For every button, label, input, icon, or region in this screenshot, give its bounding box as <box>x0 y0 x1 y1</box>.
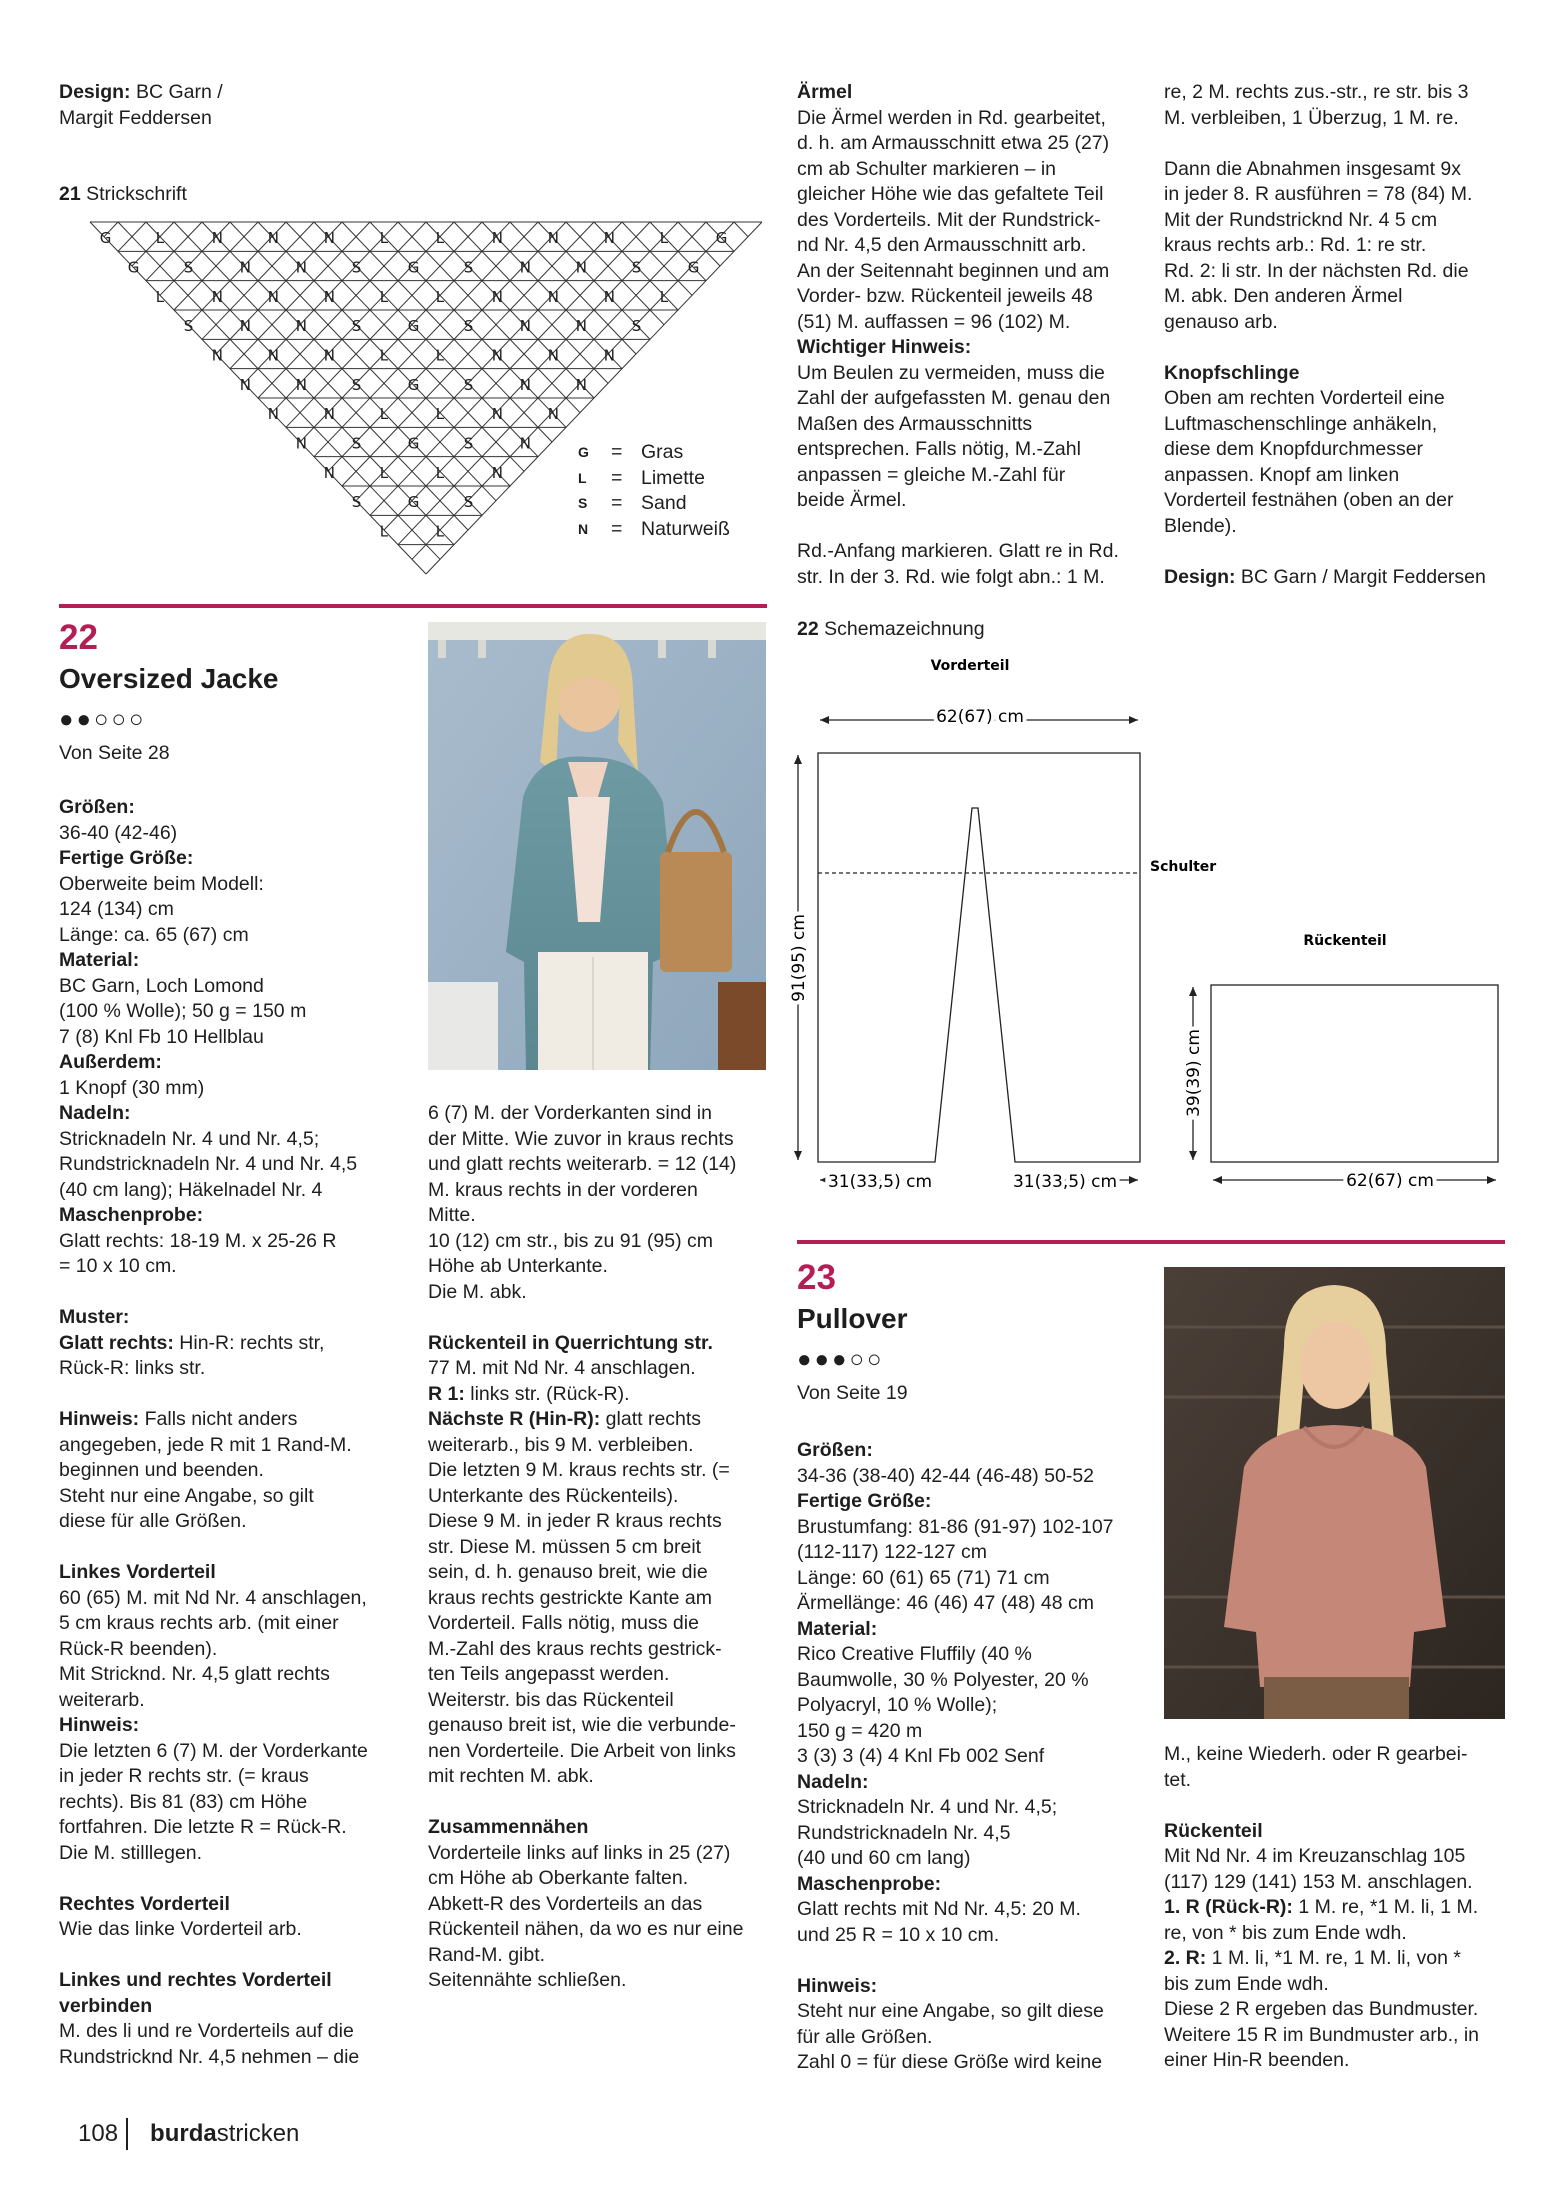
chart-cell-letter: N <box>267 229 280 248</box>
text-line: Falls nicht anders <box>139 1408 298 1430</box>
photo-pullover <box>1164 1267 1505 1719</box>
chart-cell-letter: L <box>379 405 389 424</box>
text-line: Weiterstr. bis das Rückenteil <box>428 1688 674 1711</box>
text-line: links str. (Rück-R). <box>464 1382 630 1405</box>
text-line: Die Ärmel werden in Rd. gearbeitet, <box>797 106 1106 129</box>
text-line: M.-Zahl des kraus rechts gestrick- <box>428 1637 722 1660</box>
heading: Material: <box>59 949 140 971</box>
chart-cell-letter: S <box>463 493 474 512</box>
text-line: Stricknadeln Nr. 4 und Nr. 4,5; <box>797 1796 1058 1818</box>
chart-cell-letter: N <box>547 287 560 306</box>
chart-cell-letter: S <box>351 434 362 453</box>
col3-top-text <box>797 80 1142 590</box>
heading: Fertige Größe: <box>59 847 194 869</box>
chart-cell-letter: S <box>183 317 194 336</box>
text-line: 124 (134) cm <box>59 898 174 920</box>
text-line: 1 Knopf (30 mm) <box>59 1076 205 1099</box>
heading: Rückenteil <box>1164 1819 1263 1842</box>
heading: Größen: <box>59 796 135 818</box>
text-line: bis zum Ende wdh. <box>1164 1972 1329 1995</box>
inline-heading: Glatt rechts: <box>59 1331 174 1354</box>
text-line: 34-36 (38-40) 42-44 (46-48) 50-52 <box>797 1464 1095 1487</box>
chart-cell-letter: S <box>463 317 474 336</box>
heading: Muster: <box>59 1306 130 1328</box>
text-line: Rück-R beenden). <box>59 1637 218 1660</box>
text-line: Rundstricknadeln Nr. 4 und Nr. 4,5 <box>59 1153 358 1175</box>
text-line: nd Nr. 4,5 den Armausschnitt arb. <box>797 234 1087 256</box>
text-line: ten Teils angepasst werden. <box>428 1663 670 1685</box>
chart-cell-letter: S <box>351 375 362 394</box>
chart-cell-letter: N <box>267 405 280 424</box>
photo-oversized-jacket <box>428 622 766 1070</box>
heading: Hinweis: <box>797 1974 878 1997</box>
chart-cell-letter: N <box>519 258 532 277</box>
from-page: Von Seite 19 <box>797 1382 908 1404</box>
text-line: M. kraus rechts in der vorderen <box>428 1178 698 1201</box>
schema-height: 91(95) cm <box>789 914 809 1002</box>
chart-cell-letter: S <box>351 493 362 512</box>
text-line: 10 (12) cm str., bis zu 91 (95) cm <box>428 1229 714 1252</box>
chart-cell-letter: G <box>715 229 728 248</box>
text-line: Oben am rechten Vorderteil eine <box>1164 387 1445 409</box>
chart-cell-letter: S <box>463 375 474 394</box>
text-line: kraus rechts arb.: Rd. 1: re str. <box>1164 234 1427 256</box>
section-23-rule <box>797 1240 1505 1244</box>
text-line: einer Hin-R beenden. <box>1164 2049 1350 2071</box>
text-line: Steht nur eine Angabe, so gilt <box>59 1484 314 1507</box>
text-line: beginnen und beenden. <box>59 1459 264 1481</box>
section-22-rule <box>59 604 767 608</box>
text-line: 150 g = 420 m <box>797 1719 923 1742</box>
text-line: Stricknadeln Nr. 4 und Nr. 4,5; <box>59 1127 320 1150</box>
brand-rest: stricken <box>216 2120 300 2147</box>
legend-key: G <box>578 444 589 460</box>
text-line: entsprechen. Falls nötig, M.-Zahl <box>797 438 1081 460</box>
section-title: Oversized Jacke <box>59 663 279 694</box>
chart-cell-letter: N <box>323 405 336 424</box>
chart-cell-letter: S <box>631 317 642 336</box>
chart-cell-letter: N <box>239 258 252 277</box>
text-line: Mitte. <box>428 1204 476 1226</box>
chart-cell-letter: N <box>323 463 336 482</box>
legend-eq: = <box>611 492 623 514</box>
heading: Linkes und rechtes Vorderteil <box>59 1969 332 1991</box>
section-title: Pullover <box>797 1303 908 1334</box>
inline-heading: Design: <box>1164 565 1236 588</box>
inline-heading: Hinweis: <box>59 1408 140 1430</box>
text-line: angegeben, jede R mit 1 Rand-M. <box>59 1433 352 1456</box>
section-number: 23 <box>797 1258 836 1297</box>
text-line: re, von * bis zum Ende wdh. <box>1164 1921 1407 1944</box>
text-line: diese für alle Größen. <box>59 1510 247 1532</box>
chart-cell-letter: L <box>379 463 389 482</box>
schema-bottom-left: 31(33,5) cm <box>827 1172 933 1192</box>
text-line: Mit Stricknd. Nr. 4,5 glatt rechts <box>59 1663 330 1685</box>
chart-cell-letter: L <box>435 405 445 424</box>
text-line: 5 cm kraus rechts arb. (mit einer <box>59 1612 339 1634</box>
chart-cell-letter: S <box>183 258 194 277</box>
text-line: anpassen = gleiche M.-Zahl für <box>797 463 1066 486</box>
text-line: anpassen. Knopf am linken <box>1164 463 1400 486</box>
text-line: Um Beulen zu vermeiden, muss die <box>797 361 1105 384</box>
text-line: = 10 x 10 cm. <box>59 1255 177 1277</box>
text-line: (112-117) 122-127 cm <box>797 1541 988 1563</box>
chart-cell-letter: N <box>547 346 560 365</box>
text-line: BC Garn / Margit Feddersen <box>1235 565 1486 588</box>
text-line: Mit der Rundstricknd Nr. 4 5 cm <box>1164 208 1438 231</box>
col2-text <box>428 1101 773 1994</box>
chart-cell-letter: L <box>155 229 165 248</box>
schema-bottom-right: 31(33,5) cm <box>1012 1172 1118 1192</box>
text-line: genauso breit ist, wie die verbunde- <box>428 1714 736 1736</box>
text-line: Zahl der aufgefassten M. genau den <box>797 387 1111 409</box>
text-line: (40 und 60 cm lang) <box>797 1847 971 1869</box>
chart-cell-letter: N <box>295 375 308 394</box>
inline-heading: R 1: <box>428 1382 465 1405</box>
chart-cell-letter: N <box>519 317 532 336</box>
text-line: Vorderteil festnähen (oben an der <box>1164 489 1454 511</box>
heading: Maschenprobe: <box>59 1204 204 1226</box>
page-number: 108 <box>78 2120 119 2147</box>
text-line: tet. <box>1164 1768 1192 1791</box>
col3-bottom-text <box>797 1438 1142 2076</box>
difficulty-rating: ●●●○○ <box>797 1346 885 1373</box>
heading: Linkes Vorderteil <box>59 1561 216 1583</box>
chart-cell-letter: L <box>379 287 389 306</box>
chart-cell-letter: N <box>575 258 588 277</box>
text-line: 36-40 (42-46) <box>59 821 178 844</box>
schema-back-height: 39(39) cm <box>1184 1029 1204 1117</box>
heading: Nadeln: <box>797 1770 869 1793</box>
chart-cell-letter: N <box>547 229 560 248</box>
text-line: 60 (65) M. mit Nd Nr. 4 anschlagen, <box>59 1586 367 1609</box>
chart-cell-letter: N <box>491 405 504 424</box>
chart-cell-letter: N <box>547 405 560 424</box>
legend-label: Gras <box>641 441 684 463</box>
schema-width-top: 62(67) cm <box>936 707 1024 727</box>
text-line: Rück-R: links str. <box>59 1357 206 1379</box>
text-line: Glatt rechts: 18-19 M. x 25-26 R <box>59 1229 337 1252</box>
chart-cell-letter: S <box>351 258 362 277</box>
text-line: Rundstricknadeln Nr. 4,5 <box>797 1821 1011 1844</box>
chart-legend <box>578 440 730 542</box>
difficulty-rating: ●●○○○ <box>59 706 147 733</box>
schema-label-vorderteil: Vorderteil <box>930 658 1010 674</box>
chart-cell-letter: S <box>631 258 642 277</box>
chart-cell-letter: G <box>407 493 420 512</box>
brand-bold: burda <box>150 2120 217 2147</box>
chart-cell-letter: N <box>491 463 504 482</box>
design-credit-21 <box>59 80 379 131</box>
text-line: Länge: 60 (61) 65 (71) 71 cm <box>797 1566 1050 1589</box>
legend-eq: = <box>611 466 623 489</box>
text-line: Die letzten 6 (7) M. der Vorderkante <box>59 1739 368 1762</box>
text-line: Rundstricknd Nr. 4,5 nehmen – die <box>59 2045 360 2068</box>
chart-cell-letter: N <box>267 346 280 365</box>
chart-cell-letter: L <box>435 287 445 306</box>
text-line: Hin-R: rechts str, <box>173 1331 325 1354</box>
text-line: glatt rechts <box>600 1408 702 1430</box>
text-line: d. h. am Armausschnitt etwa 25 (27) <box>797 132 1110 154</box>
chart-cell-letter: N <box>267 287 280 306</box>
chart-cell-letter: N <box>603 287 616 306</box>
text-line: M. abk. Den anderen Ärmel <box>1164 285 1403 307</box>
chart-cell-letter: N <box>491 346 504 365</box>
text-line: Ärmellänge: 46 (46) 47 (48) 48 cm <box>797 1592 1094 1614</box>
page-footer <box>78 2118 299 2150</box>
heading: Wichtiger Hinweis: <box>797 336 972 358</box>
section-number: 22 <box>59 618 98 657</box>
schema-back-width: 62(67) cm <box>1346 1171 1434 1191</box>
text-line: Glatt rechts mit Nd Nr. 4,5: 20 M. <box>797 1898 1081 1920</box>
section-23-header <box>797 1260 908 1405</box>
text-line: M. des li und re Vorderteils auf die <box>59 2020 354 2042</box>
text-line: Brustumfang: 81-86 (91-97) 102-107 <box>797 1515 1114 1538</box>
text-line: 1 M. li, *1 M. re, 1 M. li, von * <box>1206 1947 1461 1969</box>
text-line: Die M. abk. <box>428 1280 527 1303</box>
chart-cell-letter: N <box>603 229 616 248</box>
text-line: Rd.-Anfang markieren. Glatt re in Rd. <box>797 540 1119 562</box>
text-line: Abkett-R des Vorderteils an das <box>428 1892 703 1915</box>
heading: Außerdem: <box>59 1051 162 1073</box>
chart-cell-letter: L <box>435 463 445 482</box>
chart-cell-letter: N <box>323 346 336 365</box>
legend-key: L <box>578 469 587 486</box>
schema-label-schulter: Schulter <box>1150 859 1217 875</box>
text-line: Rico Creative Fluffily (40 % <box>797 1643 1032 1665</box>
text-line: (51) M. auffassen = 96 (102) M. <box>797 310 1071 333</box>
text-line: Länge: ca. 65 (67) cm <box>59 923 249 946</box>
section-22-header <box>59 620 279 765</box>
chart-21-caption <box>59 182 359 208</box>
text-line: des Vorderteils. Mit der Rundstrick- <box>797 208 1101 231</box>
text-line: kraus rechts gestrickte Kante am <box>428 1586 712 1609</box>
text-line: Die M. stilllegen. <box>59 1841 203 1864</box>
legend-eq: = <box>611 517 623 540</box>
chart-cell-letter: S <box>463 258 474 277</box>
heading: Maschenprobe: <box>797 1872 942 1895</box>
legend-label: Limette <box>641 466 705 489</box>
design-value-2: Margit Feddersen <box>59 106 212 129</box>
text-line: nen Vorderteile. Die Arbeit von links <box>428 1739 736 1762</box>
text-line: in jeder R rechts str. (= kraus <box>59 1765 309 1787</box>
chart-cell-letter: G <box>687 258 700 277</box>
heading: Nadeln: <box>59 1102 131 1124</box>
text-line: 6 (7) M. der Vorderkanten sind in <box>428 1102 712 1124</box>
text-line: Rand-M. gibt. <box>428 1943 546 1966</box>
chart-cell-letter: L <box>435 229 445 248</box>
text-line: weiterarb. <box>59 1688 145 1711</box>
chart-cell-letter: L <box>379 522 389 541</box>
heading: Zusammennähen <box>428 1816 589 1838</box>
text-line: Weitere 15 R im Bundmuster arb., in <box>1164 2023 1480 2046</box>
text-line: cm ab Schulter markieren – in <box>797 157 1057 180</box>
text-line: An der Seitennaht beginnen und am <box>797 259 1110 282</box>
chart-cell-letter: N <box>239 317 252 336</box>
chart-cell-letter: N <box>491 287 504 306</box>
text-line: cm Höhe ab Oberkante falten. <box>428 1867 689 1889</box>
chart-cell-letter: L <box>659 229 669 248</box>
chart-cell-letter: N <box>295 434 308 453</box>
chart-cell-letter: S <box>351 317 362 336</box>
footer-divider <box>126 2118 128 2150</box>
inline-heading: 2. R: <box>1164 1947 1207 1969</box>
heading: Rechtes Vorderteil <box>59 1892 230 1915</box>
text-line: (100 % Wolle); 50 g = 150 m <box>59 1000 307 1022</box>
chart-cell-letter: N <box>239 375 252 394</box>
chart-cell-letter: G <box>407 258 420 277</box>
chart-cell-letter: G <box>407 375 420 394</box>
heading: Hinweis: <box>59 1714 140 1736</box>
text-line: Rückenteil nähen, da wo es nur eine <box>428 1918 744 1940</box>
chart-cell-letter: N <box>575 317 588 336</box>
text-line: mit rechten M. abk. <box>428 1765 594 1787</box>
chart-cell-letter: G <box>407 317 420 336</box>
schema-number: 22 <box>797 618 819 640</box>
schema-label-rueckenteil: Rückenteil <box>1303 933 1387 949</box>
text-line: Polyacryl, 10 % Wolle); <box>797 1694 998 1716</box>
chart-cell-letter: N <box>519 375 532 394</box>
text-line: (40 cm lang); Häkelnadel Nr. 4 <box>59 1178 323 1201</box>
text-line: BC Garn, Loch Lomond <box>59 974 264 997</box>
chart-cell-letter: L <box>379 229 389 248</box>
text-line: beide Ärmel. <box>797 489 907 511</box>
chart-cell-letter: G <box>407 434 420 453</box>
text-line: sein, d. h. genauso breit, wie die <box>428 1561 708 1583</box>
text-line: Oberweite beim Modell: <box>59 872 264 895</box>
legend-eq: = <box>611 441 623 463</box>
chart-cell-letter: L <box>435 522 445 541</box>
chart-cell-letter: L <box>659 287 669 306</box>
text-line: und 25 R = 10 x 10 cm. <box>797 1923 1000 1946</box>
heading: Material: <box>797 1617 878 1640</box>
legend-label: Sand <box>641 492 687 514</box>
heading: Größen: <box>797 1439 873 1461</box>
text-line: str. In der 3. Rd. wie folgt abn.: 1 M. <box>797 565 1105 588</box>
text-line: 3 (3) 3 (4) 4 Knl Fb 002 Senf <box>797 1745 1045 1767</box>
from-page: Von Seite 28 <box>59 742 170 764</box>
heading: Fertige Größe: <box>797 1490 932 1512</box>
text-line: re, 2 M. rechts zus.-str., re str. bis 3 <box>1164 81 1469 103</box>
text-line: Rd. 2: li str. In der nächsten Rd. die <box>1164 259 1469 282</box>
chart-label: Strickschrift <box>86 183 187 205</box>
text-line: weiterarb., bis 9 M. verbleiben. <box>428 1433 694 1456</box>
chart-cell-letter: N <box>575 375 588 394</box>
chart-cell-letter: G <box>99 229 112 248</box>
heading: Knopfschlinge <box>1164 361 1300 384</box>
text-line: diese dem Knopfdurchmesser <box>1164 438 1424 460</box>
text-line: 1 M. re, *1 M. li, 1 M. <box>1292 1896 1479 1918</box>
inline-heading: Nächste R (Hin-R): <box>428 1408 601 1430</box>
chart-cell-letter: N <box>211 287 224 306</box>
chart-cell-letter: G <box>127 258 140 277</box>
text-line: genauso arb. <box>1164 310 1278 333</box>
schema-22-caption <box>797 617 1197 643</box>
col4-top-text <box>1164 80 1514 590</box>
inline-heading: 1. R (Rück-R): <box>1164 1896 1293 1918</box>
text-line: Baumwolle, 30 % Polyester, 20 % <box>797 1668 1089 1691</box>
text-line: M. verbleiben, 1 Überzug, 1 M. re. <box>1164 106 1459 129</box>
chart-cell-letter: N <box>491 229 504 248</box>
text-line: Diese 2 R ergeben das Bundmuster. <box>1164 1998 1479 2020</box>
text-line: 7 (8) Knl Fb 10 Hellblau <box>59 1025 264 1048</box>
chart-cell-letter: N <box>323 287 336 306</box>
text-line: Seitennähte schließen. <box>428 1969 627 1991</box>
design-value: BC Garn / <box>135 81 223 103</box>
chart-cell-letter: L <box>435 346 445 365</box>
chart-cell-letter: S <box>463 434 474 453</box>
text-line: Steht nur eine Angabe, so gilt diese <box>797 2000 1104 2022</box>
legend-key: N <box>578 520 589 537</box>
text-line: Luftmaschenschlinge anhäkeln, <box>1164 412 1438 435</box>
text-line: und glatt rechts weiterarb. = 12 (14) <box>428 1153 737 1175</box>
chart-cell-letter: N <box>519 434 532 453</box>
text-line: gleicher Höhe wie das gefaltete Teil <box>797 183 1104 205</box>
heading: Ärmel <box>797 81 853 103</box>
chart-number: 21 <box>59 183 81 205</box>
heading: verbinden <box>59 1994 153 2017</box>
text-line: Vorderteil. Falls nötig, muss die <box>428 1612 699 1634</box>
text-line: Zahl 0 = für diese Größe wird keine <box>797 2051 1103 2073</box>
chart-cell-letter: N <box>295 317 308 336</box>
chart-cell-letter: N <box>211 346 224 365</box>
text-line: Vorderteile links auf links in 25 (27) <box>428 1841 731 1864</box>
text-line: Die letzten 9 M. kraus rechts str. (= <box>428 1459 730 1481</box>
text-line: Vorder- bzw. Rückenteil jeweils 48 <box>797 285 1093 307</box>
design-label: Design: <box>59 81 131 103</box>
text-line: str. Diese M. müssen 5 cm breit <box>428 1535 702 1558</box>
heading: Rückenteil in Querrichtung str. <box>428 1331 713 1354</box>
text-line: der Mitte. Wie zuvor in kraus rechts <box>428 1127 734 1150</box>
schema-label: Schemazeichnung <box>824 618 985 640</box>
chart-cell-letter: N <box>603 346 616 365</box>
text-line: Wie das linke Vorderteil arb. <box>59 1918 302 1940</box>
text-line: Dann die Abnahmen insgesamt 9x <box>1164 157 1462 180</box>
text-line: Höhe ab Unterkante. <box>428 1255 608 1277</box>
col4-bottom-text <box>1164 1742 1514 2074</box>
legend-label: Naturweiß <box>641 517 730 540</box>
chart-cell-letter: N <box>295 258 308 277</box>
schema-drawing-22 <box>780 650 1520 1210</box>
text-line: fortfahren. Die letzte R = Rück-R. <box>59 1816 347 1838</box>
chart-cell-letter: N <box>211 229 224 248</box>
text-line: Unterkante des Rückenteils). <box>428 1484 679 1507</box>
text-line: Mit Nd Nr. 4 im Kreuzanschlag 105 <box>1164 1845 1466 1867</box>
magazine-brand <box>150 2120 299 2148</box>
chart-cell-letter: L <box>379 346 389 365</box>
text-line: (117) 129 (141) 153 M. anschlagen. <box>1164 1870 1473 1893</box>
text-line: in jeder 8. R ausführen = 78 (84) M. <box>1164 183 1473 205</box>
col1-text <box>59 795 399 2070</box>
text-line: rechts). Bis 81 (83) cm Höhe <box>59 1790 308 1813</box>
text-line: Blende). <box>1164 514 1237 537</box>
text-line: für alle Größen. <box>797 2025 933 2048</box>
chart-cell-letter: L <box>155 287 165 306</box>
legend-key: S <box>578 495 588 511</box>
text-line: M., keine Wiederh. oder R gearbei- <box>1164 1743 1468 1765</box>
text-line: Diese 9 M. in jeder R kraus rechts <box>428 1510 722 1532</box>
text-line: Maßen des Armausschnitts <box>797 412 1033 435</box>
chart-cell-letter: N <box>323 229 336 248</box>
text-line: 77 M. mit Nd Nr. 4 anschlagen. <box>428 1357 696 1379</box>
